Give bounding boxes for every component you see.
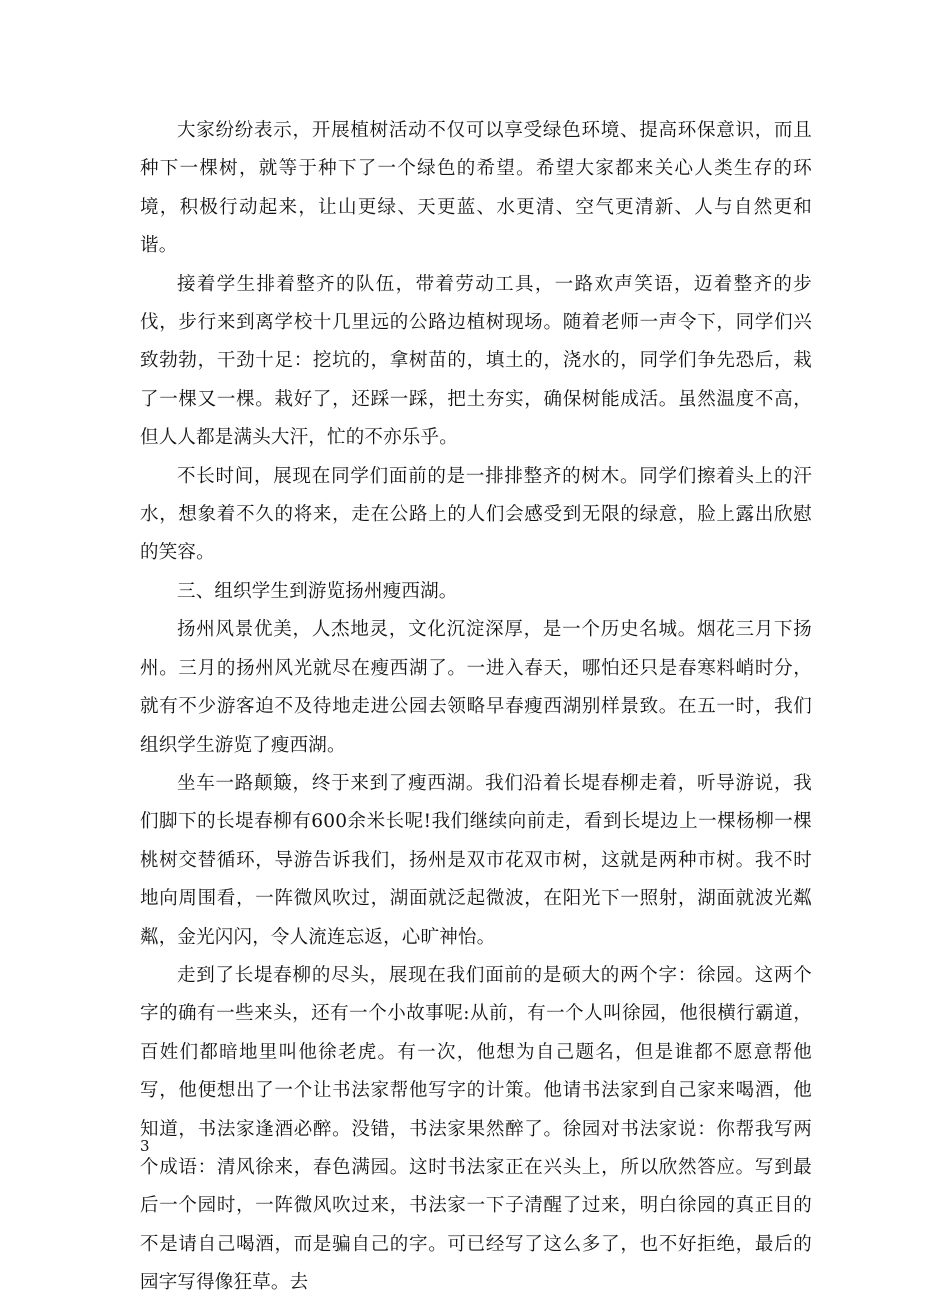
- paragraph-yangzhou-intro: 扬州风景优美，人杰地灵，文化沉淀深厚，是一个历史名城。烟花三月下扬州。三月的扬州风光就尽在瘦西湖了。一进入春天，哪怕还只是春寒料峭时分，就有不少游客迫不及待地走进公园去领略早春瘦西湖别样景致。在五一时，我们组织学生游览了瘦西湖。: [140, 619, 812, 756]
- section-heading-trip: 三、组织学生到游览扬州瘦西湖。: [177, 580, 458, 602]
- paragraph-planting-result: 不长时间，展现在同学们面前的是一排排整齐的树木。同学们擦着头上的汗水，想象着不久的将来，走在公路上的人们会感受到无限的绿意，脸上露出欣慰的笑容。: [140, 465, 812, 564]
- paragraph-xu-garden-story: 走到了长堤春柳的尽头，展现在我们面前的是硕大的两个字：徐园。这两个字的确有一些来头，还有一个小故事呢:从前，有一个人叫徐园，他很横行霸道，百姓们都暗地里叫他徐老虎。有一次，他想为自己题名，但是谁都不愿意帮他写，他便想出了一个让书法家帮他写字的计策。他请书法家到自己家来喝酒，他知道，书法家逢酒必醉。没错，书法家果然醉了。徐园对书法家说：你帮我写两个成语：清风徐来，春色满园。这时书法家正在兴头上，所以欣然答应。写到最后一个园时，一阵微风吹过来，书法家一下子清醒了过来，明白徐园的真正目的不是请自己喝酒，而是骗自己的字。可已经写了这么多了，也不好拒绝，最后的园字写得像狂草。去: [140, 964, 812, 1294]
- document-body: [140, 112, 812, 1303]
- paragraph-planting-benefits: 大家纷纷表示，开展植树活动不仅可以享受绿色环境、提高环保意识，而且种下一棵树，就等于种下了一个绿色的希望。希望大家都来关心人类生存的环境，积极行动起来，让山更绿、天更蓝、水更清、空气更清新、人与自然更和谐。: [140, 120, 812, 257]
- page-number: 3: [140, 1137, 150, 1155]
- paragraph-long-embankment: 坐车一路颠簸，终于来到了瘦西湖。我们沿着长堤春柳走着，听导游说，我们脚下的长堤春柳有600余米长呢!我们继续向前走，看到长堤边上一棵杨柳一棵桃树交替循环，导游告诉我们，扬州是双市花双市树，这就是两种市树。我不时地向周围看，一阵微风吹过，湖面就泛起微波，在阳光下一照射，湖面就波光粼粼，金光闪闪，令人流连忘返，心旷神怡。: [140, 772, 812, 948]
- paragraph-planting-activity: 接着学生排着整齐的队伍，带着劳动工具，一路欢声笑语，迈着整齐的步伐，步行来到离学校十几里远的公路边植树现场。随着老师一声令下，同学们兴致勃勃，干劲十足：挖坑的，拿树苗的，填土的，浇水的，同学们争先恐后，栽了一棵又一棵。栽好了，还踩一踩，把土夯实，确保树能成活。虽然温度不高，但人人都是满头大汗，忙的不亦乐乎。: [140, 273, 812, 449]
